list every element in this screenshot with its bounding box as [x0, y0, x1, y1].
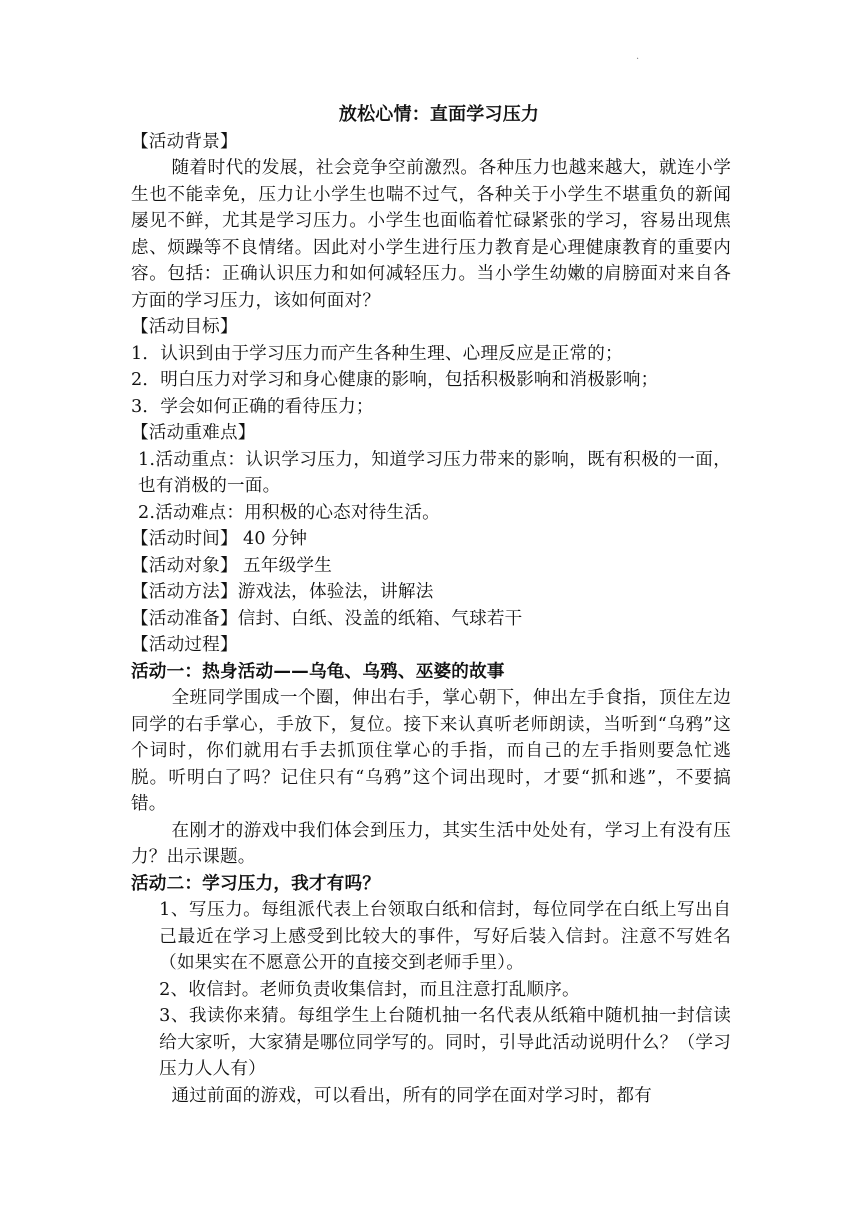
prep-row — [131, 606, 731, 633]
goal-item-3: 3．学会如何正确的看待压力； — [131, 396, 374, 417]
corner-mark: · — [636, 54, 640, 65]
activity1-title: 活动一：热身活动——乌龟、乌鸦、巫婆的故事 — [131, 661, 505, 682]
activity2-step-1: 1、写压力。每组派代表上台领取白纸和信封，每位同学在白纸上写出自己最近在学习上感受到比较大的事件，写好后装入信封。注意不写姓名（如果实在不愿意公开的直接交到老师手里）。 — [159, 900, 731, 973]
activity1-paragraph-1: 全班同学围成一个圈，伸出右手，掌心朝下，伸出左手食指，顶住左边同学的右手掌心，手放下，复位。接下来认真听老师朗读，当听到“乌鸦”这个词时，你们就用右手去抓顶住掌心的手指，而自己的左手指则要急忙逃脱。听明白了吗？记住只有“乌鸦”这个词出现时，才要“抓和逃”，不要搞错。 — [131, 688, 731, 814]
methods-value: 游戏法，体验法，讲解法 — [237, 582, 434, 602]
process-heading: 【活动过程】 — [131, 635, 238, 655]
activity1-paragraph-2: 在刚才的游戏中我们体会到压力，其实生活中处处有，学习上有没有压力？出示课题。 — [131, 820, 731, 867]
time-row — [131, 526, 731, 553]
activity2-title: 活动二：学习压力，我才有吗？ — [131, 873, 381, 894]
background-paragraph: 随着时代的发展，社会竞争空前激烈。各种压力也越来越大，就连小学生也不能幸免，压力让小学生也喘不过气，各种关于小学生不堪重负的新闻屡见不鲜，尤其是学习压力。小学生也面临着忙碌紧张的学习，容易出现焦虑、烦躁等不良情绪。因此对小学生进行压力教育是心理健康教育的重要内容。包括：正确认识压力和如何减轻压力。当小学生幼嫩的肩膀面对来自各方面的学习压力，该如何面对？ — [131, 158, 731, 311]
background-heading: 【活动背景】 — [131, 131, 238, 152]
activity2-step-3: 3、我读你来猜。每组学生上台随机抽一名代表从纸箱中随机抽一封信读给大家听，大家猜是哪位同学写的。同时，引导此活动说明什么？（学习压力人人有） — [159, 1006, 731, 1079]
page-title: 放松心情：直面学习压力 — [338, 104, 540, 125]
methods-row — [131, 579, 731, 606]
activity2-step-2: 2、收信封。老师负责收集信封，而且注意打乱顺序。 — [159, 979, 580, 1000]
time-value: 40 分钟 — [243, 529, 308, 549]
methods-label: 【活动方法】 — [131, 582, 238, 602]
activity2-paragraph-end: 通过前面的游戏，可以看出，所有的同学在面对学习时，都有 — [171, 1085, 652, 1106]
prep-label: 【活动准备】 — [131, 608, 238, 629]
goals-heading: 【活动目标】 — [131, 317, 238, 337]
document-body — [131, 102, 731, 1109]
audience-label: 【活动对象】 — [131, 555, 238, 576]
key-points-heading: 【活动重难点】 — [131, 423, 256, 443]
audience-row — [131, 553, 731, 580]
time-label: 【活动时间】 — [131, 529, 238, 549]
difficulty-point: 2.活动难点：用积极的心态对待生活。 — [138, 502, 440, 523]
prep-value: 信封、白纸、没盖的纸箱、气球若干 — [237, 608, 523, 629]
goal-item-1: 1．认识到由于学习压力而产生各种生理、心理反应是正常的； — [131, 343, 623, 364]
audience-value: 五年级学生 — [243, 555, 333, 576]
key-point: 1.活动重点：认识学习压力，知道学习压力带来的影响，既有积极的一面，也有消极的一面。 — [138, 449, 731, 496]
goal-item-2: 2．明白压力对学习和身心健康的影响，包括积极影响和消极影响； — [131, 370, 659, 390]
